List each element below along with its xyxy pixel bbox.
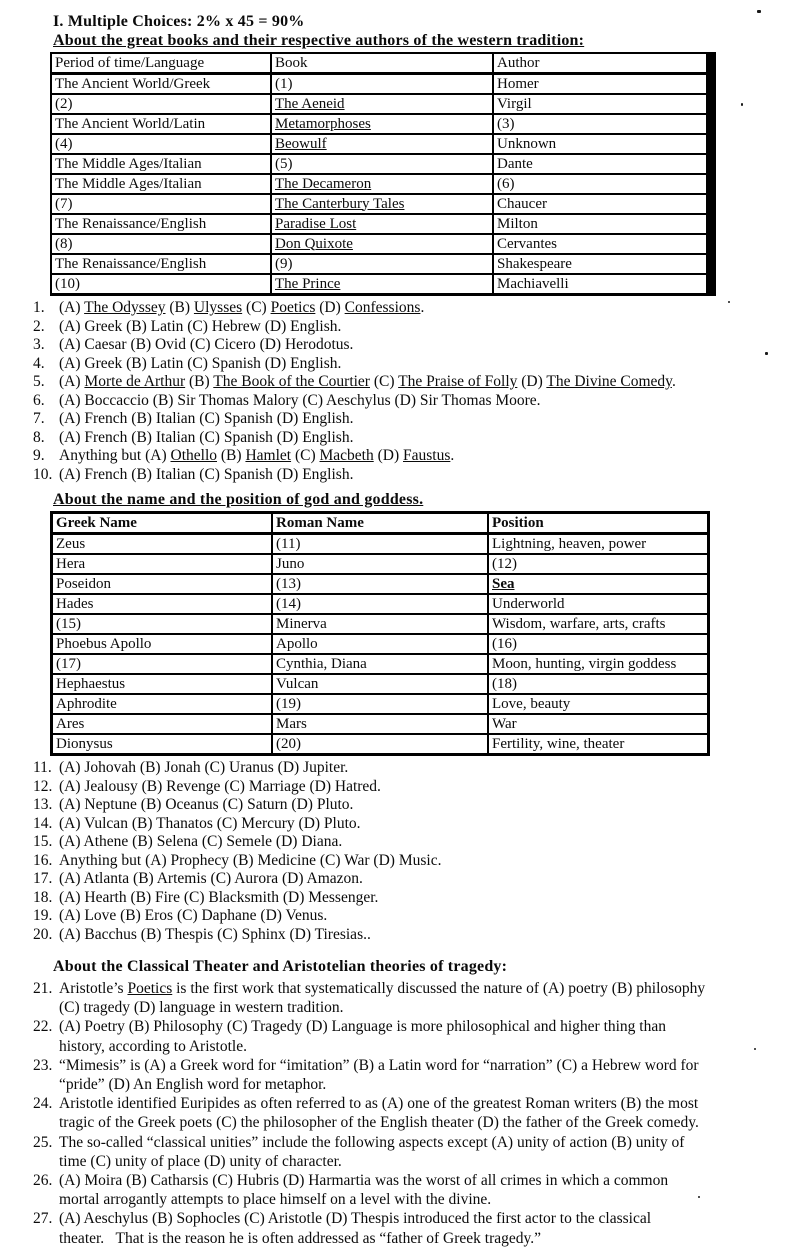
question-text: (A) Caesar (B) Ovid (C) Cicero (D) Herodotus. — [59, 336, 354, 353]
section — [33, 491, 799, 944]
table-cell: (9) — [271, 254, 493, 274]
scan-speck — [757, 10, 761, 13]
scan-speck — [754, 1048, 756, 1050]
table-cell: Cervantes — [493, 234, 711, 254]
question-number: 20. — [33, 925, 53, 943]
table-cell: (7) — [51, 194, 271, 214]
question-text: (A) Poetry (B) Philosophy (C) Tragedy (D) Language is more philosophical and higher thing than history, according to Aristotle. — [59, 1018, 666, 1055]
table-row — [52, 574, 709, 594]
section — [33, 958, 799, 1248]
question-list — [33, 299, 799, 484]
question-number: 25. — [33, 1133, 53, 1151]
table-cell: The Ancient World/Latin — [51, 114, 271, 134]
table-cell: Virgil — [493, 94, 711, 114]
table-cell: Lightning, heaven, power — [488, 534, 709, 555]
table-cell: Milton — [493, 214, 711, 234]
table-cell — [271, 174, 493, 194]
table-cell — [488, 574, 709, 594]
table-cell: (6) — [493, 174, 711, 194]
question-text: (A) Moira (B) Catharsis (C) Hubris (D) Harmartia was the worst of all crimes in which a common mortal arrogantly attempts to place himself on a level with the divine. — [59, 1172, 669, 1209]
table-cell: Phoebus Apollo — [52, 634, 273, 654]
table-cell: (3) — [493, 114, 711, 134]
table-cell: Mars — [272, 714, 488, 734]
question-number: 7. — [33, 410, 45, 427]
underlined-text: Ulysses — [193, 299, 243, 316]
table-cell: Chaucer — [493, 194, 711, 214]
question-item — [33, 926, 799, 945]
document-title: I. Multiple Choices: 2% x 45 = 90% — [53, 13, 305, 30]
table-cell: (4) — [51, 134, 271, 154]
underlined-text: Hamlet — [245, 447, 292, 464]
table-cell: Dionysus — [52, 734, 273, 755]
question-list — [33, 979, 799, 1248]
table-cell — [271, 274, 493, 295]
question-text: (A) Love (B) Eros (C) Daphane (D) Venus. — [59, 907, 328, 924]
underlined-text: The Aeneid — [275, 95, 345, 112]
question-item — [33, 870, 799, 889]
table-cell: Apollo — [272, 634, 488, 654]
table-header-cell: Book — [271, 53, 493, 74]
table-cell: Cynthia, Diana — [272, 654, 488, 674]
question-item — [33, 833, 799, 852]
table-row — [51, 134, 711, 154]
question-item — [33, 447, 799, 466]
question-text: (A) French (B) Italian (C) Spanish (D) English. — [59, 410, 354, 427]
table-cell: (17) — [52, 654, 273, 674]
question-item — [33, 299, 799, 318]
question-number: 15. — [33, 833, 53, 850]
question-item — [33, 429, 799, 448]
table-cell: (1) — [271, 74, 493, 95]
section-heading: About the name and the position of god and goddess. — [53, 491, 424, 508]
table-cell — [271, 94, 493, 114]
question-number: 13. — [33, 796, 53, 813]
great-books-table — [50, 52, 716, 296]
table-cell: (12) — [488, 554, 709, 574]
question-item — [33, 1056, 799, 1094]
underlined-text: The Canterbury Tales — [275, 195, 405, 212]
table-row — [52, 694, 709, 714]
question-number: 24. — [33, 1095, 53, 1113]
table-row — [52, 714, 709, 734]
question-item — [33, 907, 799, 926]
question-item — [33, 889, 799, 908]
question-item — [33, 796, 799, 815]
scan-speck — [728, 301, 730, 303]
table-row — [51, 194, 711, 214]
table-cell: Dante — [493, 154, 711, 174]
question-number: 11. — [33, 759, 52, 776]
table-cell: (16) — [488, 634, 709, 654]
table-cell: Love, beauty — [488, 694, 709, 714]
underlined-text: Morte de Arthur — [84, 373, 186, 390]
underlined-text: Macbeth — [319, 447, 374, 464]
question-text: (A) Bacchus (B) Thespis (C) Sphinx (D) Tiresias.. — [59, 925, 371, 943]
table-row — [52, 534, 709, 555]
question-text: (A) Atlanta (B) Artemis (C) Aurora (D) Amazon. — [59, 870, 363, 887]
table-cell: (11) — [272, 534, 488, 555]
table-cell: Poseidon — [52, 574, 273, 594]
table-row — [51, 154, 711, 174]
question-item — [33, 759, 799, 778]
table-cell: (18) — [488, 674, 709, 694]
question-number: 2. — [33, 317, 45, 335]
table-cell: (19) — [272, 694, 488, 714]
table-row — [51, 274, 711, 295]
question-text: (A) Athene (B) Selena (C) Semele (D) Diana. — [59, 833, 343, 850]
question-text: Anything but (A) Prophecy (B) Medicine (C) War (D) Music. — [59, 851, 442, 869]
question-item — [33, 392, 799, 411]
underlined-text: The Prince — [275, 275, 341, 292]
question-number: 16. — [33, 851, 53, 869]
table-cell: The Renaissance/English — [51, 254, 271, 274]
underlined-text: The Divine Comedy — [546, 373, 672, 390]
question-text: (A) Greek (B) Latin (C) Spanish (D) English. — [59, 354, 342, 372]
question-number: 6. — [33, 391, 45, 409]
table-cell: Minerva — [272, 614, 488, 634]
question-text: (A) French (B) Italian (C) Spanish (D) English. — [59, 428, 354, 446]
question-text: (A) Aeschylus (B) Sophocles (C) Aristotle (D) Thespis introduced the first actor to the classical theater. That is the reason he is often addressed as “father of Greek tragedy.” — [59, 1210, 652, 1247]
table-cell: Juno — [272, 554, 488, 574]
table-cell: Aphrodite — [52, 694, 273, 714]
underlined-text: Confessions — [344, 299, 421, 316]
question-text: (A) Neptune (B) Oceanus (C) Saturn (D) Pluto. — [59, 796, 354, 813]
table-row — [51, 214, 711, 234]
section-heading: About the Classical Theater and Aristotelian theories of tragedy: — [53, 958, 508, 975]
scan-speck — [765, 352, 768, 355]
table-cell — [271, 194, 493, 214]
table-row — [51, 94, 711, 114]
underlined-text: The Odyssey — [84, 299, 166, 316]
question-number: 3. — [33, 336, 45, 353]
question-number: 8. — [33, 428, 45, 446]
question-item — [33, 318, 799, 337]
table-row — [51, 114, 711, 134]
underlined-text: The Book of the Courtier — [213, 373, 370, 390]
question-number: 26. — [33, 1172, 53, 1190]
question-text: Aristotle’s Poetics is the first work that systematically discussed the nature of (A) poetry (B) philosophy (C) tragedy (D) language in western tradition. — [59, 980, 706, 1017]
table-row — [52, 654, 709, 674]
table-cell: Underworld — [488, 594, 709, 614]
underlined-text: Faustus — [403, 447, 451, 464]
table-cell: (13) — [272, 574, 488, 594]
question-item — [33, 778, 799, 797]
table-row — [52, 554, 709, 574]
table-header-row — [51, 53, 711, 74]
question-number: 12. — [33, 777, 53, 795]
question-number: 5. — [33, 373, 45, 390]
question-text: The so-called “classical unities” include the following aspects except (A) unity of action (B) unity of time (C) unity of place (D) unity of character. — [59, 1133, 685, 1170]
table-cell: (15) — [52, 614, 273, 634]
table-cell: (10) — [51, 274, 271, 295]
underlined-text: Poetics — [127, 980, 173, 997]
underlined-text: Poetics — [270, 299, 316, 316]
question-number: 4. — [33, 354, 45, 372]
question-item — [33, 1094, 799, 1132]
question-text: Anything but (A) Othello (B) Hamlet (C) Macbeth (D) Faustus. — [59, 447, 455, 464]
scan-speck — [698, 1196, 700, 1198]
underlined-text: Beowulf — [275, 135, 327, 152]
question-item — [33, 1209, 799, 1247]
question-text: (A) Johovah (B) Jonah (C) Uranus (D) Jupiter. — [59, 759, 349, 776]
table-cell — [271, 234, 493, 254]
question-number: 9. — [33, 447, 45, 464]
underlined-text: The Decameron — [275, 175, 372, 192]
table-cell: Zeus — [52, 534, 273, 555]
table-cell: The Renaissance/English — [51, 214, 271, 234]
table-cell: The Middle Ages/Italian — [51, 154, 271, 174]
table-cell: Hera — [52, 554, 273, 574]
table-cell: Hephaestus — [52, 674, 273, 694]
question-item — [33, 1017, 799, 1055]
table-header-cell: Greek Name — [52, 513, 273, 534]
table-row — [52, 634, 709, 654]
question-item — [33, 1171, 799, 1209]
table-header-cell: Roman Name — [272, 513, 488, 534]
question-text: (A) The Odyssey (B) Ulysses (C) Poetics (D) Confessions. — [59, 299, 425, 316]
question-text: (A) French (B) Italian (C) Spanish (D) English. — [59, 465, 354, 483]
underlined-text: Sea — [492, 575, 515, 592]
table-cell: Moon, hunting, virgin goddess — [488, 654, 709, 674]
question-item — [33, 466, 799, 485]
question-number: 23. — [33, 1056, 53, 1074]
table-cell: The Middle Ages/Italian — [51, 174, 271, 194]
table-cell: (8) — [51, 234, 271, 254]
question-text: (A) Jealousy (B) Revenge (C) Marriage (D) Hatred. — [59, 777, 381, 795]
table-cell — [271, 134, 493, 154]
question-number: 1. — [33, 299, 45, 316]
gods-table — [50, 511, 710, 756]
question-text: (A) Greek (B) Latin (C) Hebrew (D) English. — [59, 317, 342, 335]
question-text: Aristotle identified Euripides as often referred to as (A) one of the greatest Roman writers (B) the most tragic of the Greek poets (C) the philosopher of the English theater (D) the father of the Greek comedy. — [59, 1095, 699, 1132]
table-cell: Wisdom, warfare, arts, crafts — [488, 614, 709, 634]
underlined-text: Metamorphoses — [275, 115, 371, 132]
table-header-cell: Period of time/Language — [51, 53, 271, 74]
table-cell — [271, 214, 493, 234]
question-text: (A) Morte de Arthur (B) The Book of the Courtier (C) The Praise of Folly (D) The Divine Comedy. — [59, 373, 676, 390]
question-text: (A) Boccaccio (B) Sir Thomas Malory (C) Aeschylus (D) Sir Thomas Moore. — [59, 391, 541, 409]
table-cell: War — [488, 714, 709, 734]
table-row — [52, 674, 709, 694]
question-list — [33, 759, 799, 944]
section-heading: About the great books and their respective authors of the western tradition: — [53, 32, 585, 49]
table-row — [52, 734, 709, 755]
table-cell: Hades — [52, 594, 273, 614]
table-cell: The Ancient World/Greek — [51, 74, 271, 95]
table-cell: (2) — [51, 94, 271, 114]
underlined-text: Paradise Lost — [275, 215, 357, 232]
table-header-cell: Position — [488, 513, 709, 534]
scan-speck — [741, 103, 743, 106]
underlined-text: Othello — [170, 447, 218, 464]
question-number: 27. — [33, 1210, 53, 1228]
table-row — [51, 254, 711, 274]
table-cell — [271, 114, 493, 134]
table-cell: (14) — [272, 594, 488, 614]
table-cell: (20) — [272, 734, 488, 755]
section — [33, 32, 799, 484]
question-text: (A) Vulcan (B) Thanatos (C) Mercury (D) Pluto. — [59, 814, 361, 832]
question-item — [33, 355, 799, 374]
table-cell: Vulcan — [272, 674, 488, 694]
question-number: 10. — [33, 465, 53, 483]
table-cell: Ares — [52, 714, 273, 734]
question-number: 21. — [33, 980, 53, 997]
question-item — [33, 815, 799, 834]
table-cell: Unknown — [493, 134, 711, 154]
table-cell: Fertility, wine, theater — [488, 734, 709, 755]
question-item — [33, 336, 799, 355]
question-number: 14. — [33, 814, 53, 832]
table-cell: (5) — [271, 154, 493, 174]
question-item — [33, 410, 799, 429]
question-text: “Mimesis” is (A) a Greek word for “imitation” (B) a Latin word for “narration” (C) a Hebrew word for “pride” (D) An English word for metaphor. — [59, 1056, 699, 1094]
question-number: 19. — [33, 907, 53, 924]
question-item — [33, 852, 799, 871]
table-cell: Shakespeare — [493, 254, 711, 274]
question-number: 18. — [33, 888, 53, 906]
table-row — [52, 614, 709, 634]
question-number: 22. — [33, 1018, 53, 1036]
table-cell: Machiavelli — [493, 274, 711, 295]
question-item — [33, 1133, 799, 1171]
table-cell: Homer — [493, 74, 711, 95]
question-number: 17. — [33, 870, 53, 887]
sections — [33, 32, 799, 1248]
question-item — [33, 979, 799, 1017]
table-row — [51, 174, 711, 194]
table-header-cell: Author — [493, 53, 711, 74]
question-item — [33, 373, 799, 392]
question-text: (A) Hearth (B) Fire (C) Blacksmith (D) Messenger. — [59, 888, 379, 906]
underlined-text: Don Quixote — [275, 235, 353, 252]
table-row — [51, 74, 711, 95]
underlined-text: The Praise of Folly — [398, 373, 518, 390]
table-header-row — [52, 513, 709, 534]
table-row — [52, 594, 709, 614]
table-row — [51, 234, 711, 254]
